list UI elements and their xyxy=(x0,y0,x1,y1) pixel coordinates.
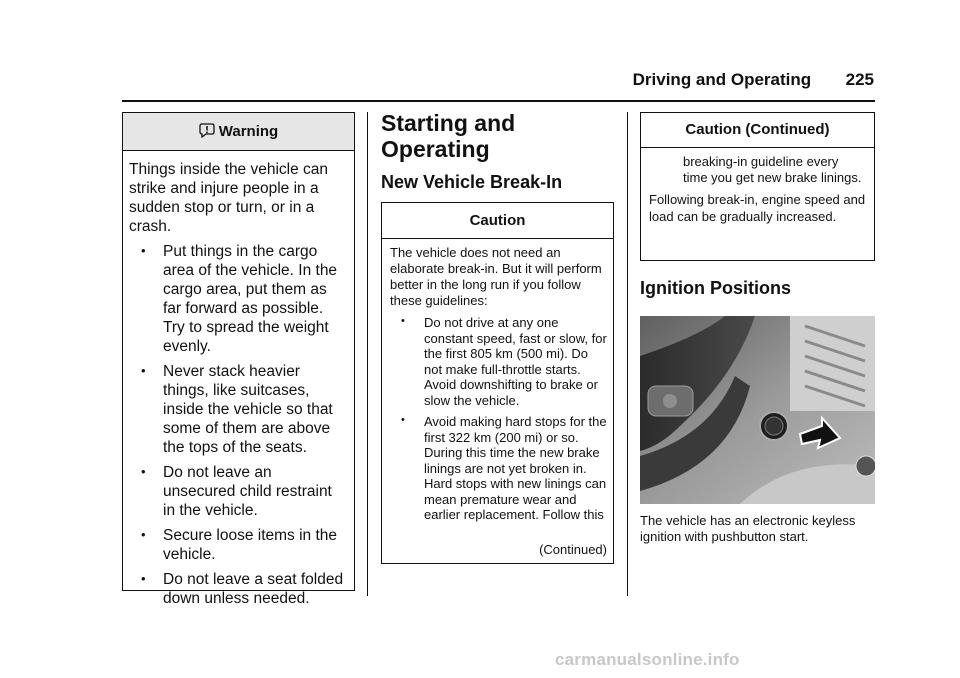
page-number: 225 xyxy=(845,70,874,89)
warning-list xyxy=(123,242,354,608)
list-item: • Do not drive at any one constant speed, fast or slow, for the first 805 km (500 mi). Do not make full-throttle starts. Avoid downshifting to brake or slow the vehicle. xyxy=(424,315,607,408)
caution-intro: The vehicle does not need an elaborate break-in. But it will perform better in the long run if you follow these guidelines: xyxy=(390,245,602,308)
list-item: • Never stack heavier things, like suitcases, inside the vehicle so that some of them are above the tops of the seats. xyxy=(163,362,348,457)
caution-list xyxy=(382,315,613,523)
subheading-break-in: New Vehicle Break-In xyxy=(381,172,563,192)
section-heading xyxy=(381,110,521,162)
page-header xyxy=(0,70,874,90)
column-divider-right xyxy=(627,112,628,596)
warning-box xyxy=(122,112,355,607)
list-item: • Put things in the cargo area of the vehicle. In the cargo area, put them as far forward as possible. Try to spread the weight evenly. xyxy=(163,242,348,356)
column-divider-left xyxy=(367,112,368,596)
continued-label: (Continued) xyxy=(539,542,607,557)
warning-header xyxy=(123,113,354,151)
subheading-ignition: Ignition Positions xyxy=(640,278,791,298)
warning-intro: Things inside the vehicle can strike and injure people in a sudden stop or turn, or in a crash. xyxy=(129,161,329,235)
caution-header: Caution xyxy=(382,203,613,239)
caution-continued-box xyxy=(640,112,875,261)
ignition-photo xyxy=(640,316,875,504)
watermark: carmanualsonline.info xyxy=(555,650,740,669)
list-item: • Do not leave an unsecured child restraint in the vehicle. xyxy=(163,463,348,520)
caution-continued-text: breaking-in guideline every time you get new brake linings. xyxy=(683,154,862,185)
caution-box xyxy=(381,202,614,564)
section-title: Driving and Operating xyxy=(632,70,812,89)
ignition-caption: The vehicle has an electronic keyless ignition with pushbutton start. xyxy=(640,513,856,544)
warning-title: Warning xyxy=(218,123,279,140)
warning-icon xyxy=(199,122,215,138)
list-item: • Avoid making hard stops for the first 322 km (200 mi) or so. During this time the new brake linings are not yet broken in. Hard stops with new linings can mean premature wear and earlier replacement. Follow this xyxy=(424,414,607,523)
section-heading-text: Starting and Operating xyxy=(381,110,516,162)
caution-continued-header: Caution (Continued) xyxy=(641,113,874,148)
list-item: • Secure loose items in the vehicle. xyxy=(163,526,348,564)
ignition-photo-image xyxy=(640,316,875,504)
list-item: • Do not leave a seat folded down unless needed. xyxy=(163,570,348,608)
caution-continued-paragraph: Following break-in, engine speed and load can be gradually increased. xyxy=(649,192,866,224)
header-rule xyxy=(122,100,875,102)
